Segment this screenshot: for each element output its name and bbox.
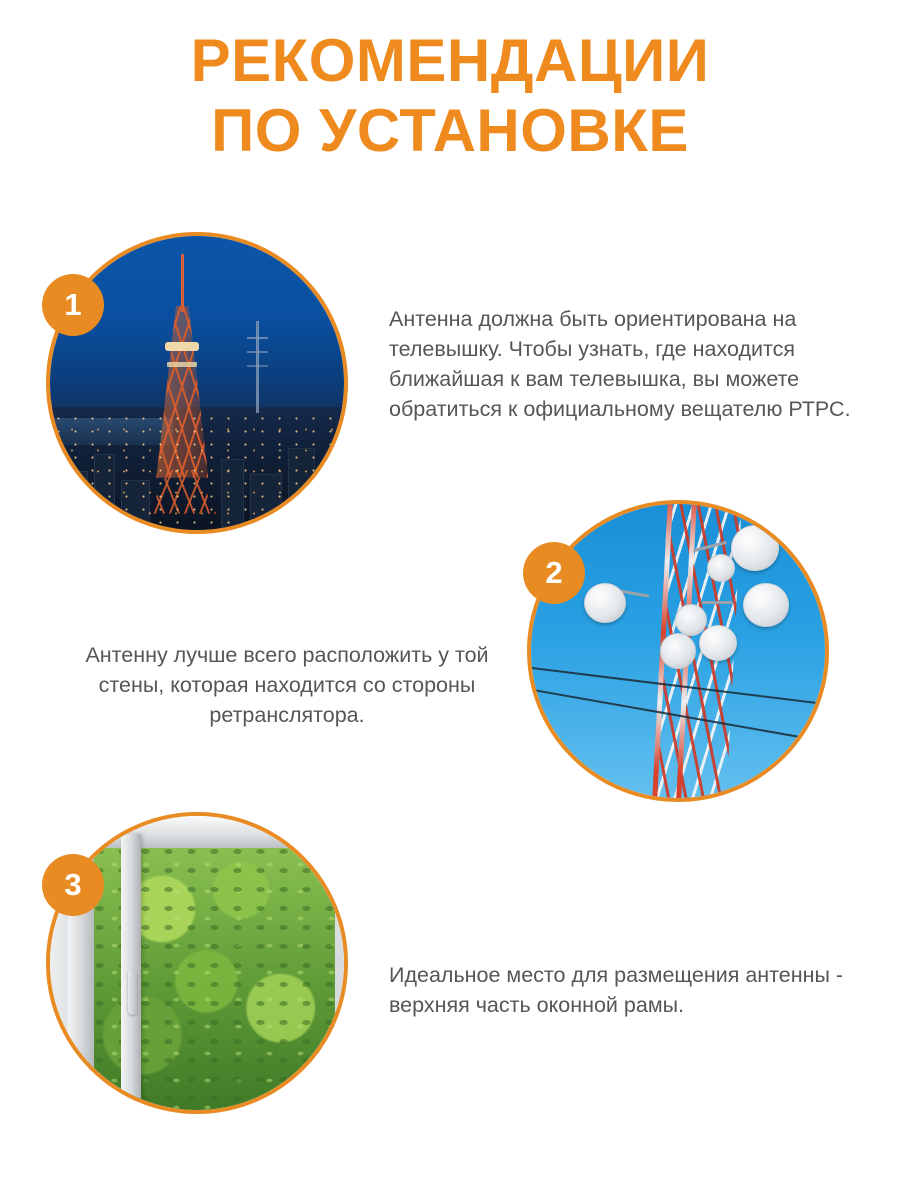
step-2-text: Антенну лучше всего расположить у той стены, которая находится со стороны ретранслятора. — [85, 643, 489, 727]
step-3-photo — [46, 812, 348, 1114]
step-2-image-wrap — [527, 500, 829, 802]
tv-tower-night-illustration — [50, 236, 344, 530]
step-2-photo — [527, 500, 829, 802]
step-1-photo — [46, 232, 348, 534]
step-3-text: Идеальное место для размещения антенны - верхняя часть оконной рамы. — [389, 963, 844, 1017]
relay-tower-illustration — [531, 504, 825, 798]
page-title — [0, 26, 900, 166]
step-3-image-wrap — [46, 812, 348, 1114]
step-1-number-badge: 1 — [42, 274, 104, 336]
step-1-image-wrap — [46, 232, 348, 534]
step-3-number-badge: 3 — [42, 854, 104, 916]
window-green-trees-illustration — [50, 816, 344, 1110]
step-1-text: Антенна должна быть ориентирована на телевышку. Чтобы узнать, где находится ближайшая к вам телевышка, вы можете обратиться к официальному вещателю РТРС. — [389, 307, 851, 421]
page-title-line-2: ПО УСТАНОВКЕ — [211, 97, 689, 164]
page-title-line-1: РЕКОМЕНДАЦИИ — [190, 27, 710, 94]
step-2-number-badge: 2 — [523, 542, 585, 604]
